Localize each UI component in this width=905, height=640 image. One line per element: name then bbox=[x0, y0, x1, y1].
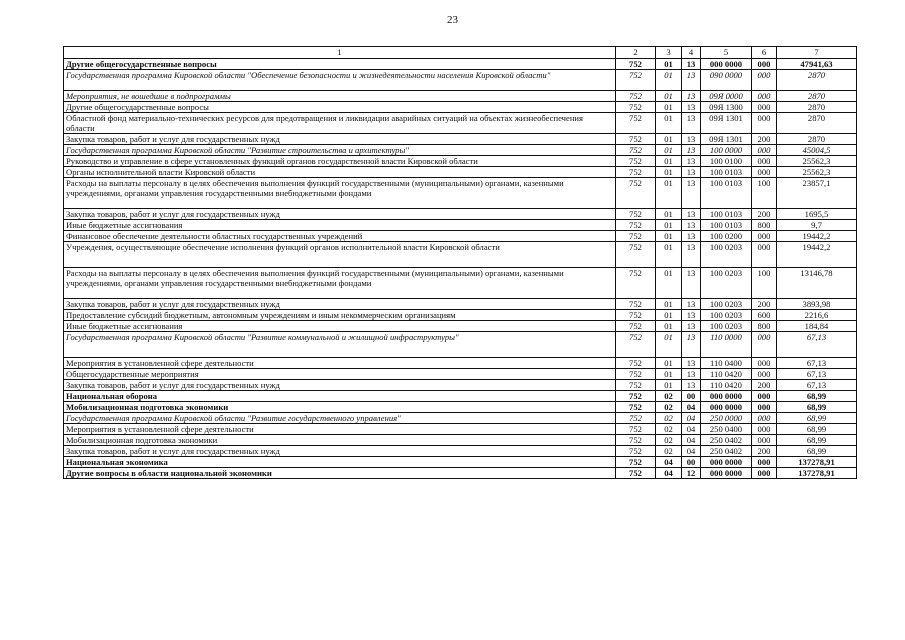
row-name-cell: Закупка товаров, работ и услуг для государственных нужд bbox=[64, 134, 616, 145]
row-code-cell: 02 bbox=[656, 446, 682, 457]
row-code-cell: 09Я 1301 bbox=[701, 113, 752, 134]
row-code-cell: 752 bbox=[616, 167, 656, 178]
row-code-cell: 200 bbox=[752, 380, 777, 391]
row-code-cell: 250 0000 bbox=[701, 413, 752, 424]
row-name-cell: Мобилизационная подготовка экономики bbox=[64, 402, 616, 413]
row-code-cell: 752 bbox=[616, 209, 656, 220]
row-code-cell: 13 bbox=[682, 380, 701, 391]
row-code-cell: 04 bbox=[682, 402, 701, 413]
row-code-cell: 01 bbox=[656, 167, 682, 178]
row-code-cell: 752 bbox=[616, 369, 656, 380]
row-code-cell: 100 0103 bbox=[701, 167, 752, 178]
row-code-cell: 09Я 0000 bbox=[701, 91, 752, 102]
row-code-cell: 13 bbox=[682, 145, 701, 156]
row-name-cell: Государственная программа Кировской области "Развитие государственного управления" bbox=[64, 413, 616, 424]
row-code-cell: 752 bbox=[616, 231, 656, 242]
row-code-cell: 000 bbox=[752, 102, 777, 113]
row-code-cell: 13 bbox=[682, 70, 701, 91]
row-code-cell: 100 0103 bbox=[701, 178, 752, 209]
row-amount-cell: 67,13 bbox=[777, 369, 857, 380]
row-code-cell: 250 0402 bbox=[701, 435, 752, 446]
table-row bbox=[64, 91, 857, 102]
row-code-cell: 04 bbox=[682, 424, 701, 435]
row-amount-cell: 137278,91 bbox=[777, 457, 857, 468]
row-code-cell: 09Я 1300 bbox=[701, 102, 752, 113]
row-code-cell: 000 bbox=[752, 145, 777, 156]
row-name-cell: Общегосударственные мероприятия bbox=[64, 369, 616, 380]
row-code-cell: 752 bbox=[616, 156, 656, 167]
row-code-cell: 01 bbox=[656, 145, 682, 156]
table-row bbox=[64, 380, 857, 391]
row-code-cell: 752 bbox=[616, 435, 656, 446]
row-name-cell: Государственная программа Кировской области "Развитие строительства и архитектуры" bbox=[64, 145, 616, 156]
row-amount-cell: 68,99 bbox=[777, 424, 857, 435]
row-code-cell: 04 bbox=[656, 468, 682, 479]
row-amount-cell: 2870 bbox=[777, 70, 857, 91]
row-amount-cell: 2870 bbox=[777, 102, 857, 113]
row-code-cell: 13 bbox=[682, 59, 701, 70]
row-code-cell: 01 bbox=[656, 156, 682, 167]
row-name-cell: Закупка товаров, работ и услуг для государственных нужд bbox=[64, 299, 616, 310]
row-code-cell: 000 0000 bbox=[701, 402, 752, 413]
row-amount-cell: 13146,78 bbox=[777, 268, 857, 299]
row-code-cell: 01 bbox=[656, 369, 682, 380]
row-code-cell: 13 bbox=[682, 242, 701, 268]
row-code-cell: 02 bbox=[656, 391, 682, 402]
table-row bbox=[64, 358, 857, 369]
row-code-cell: 13 bbox=[682, 178, 701, 209]
row-code-cell: 752 bbox=[616, 358, 656, 369]
table-row bbox=[64, 102, 857, 113]
table-row bbox=[64, 468, 857, 479]
row-amount-cell: 19442,2 bbox=[777, 231, 857, 242]
row-code-cell: 752 bbox=[616, 59, 656, 70]
row-code-cell: 752 bbox=[616, 299, 656, 310]
row-code-cell: 12 bbox=[682, 468, 701, 479]
row-code-cell: 752 bbox=[616, 145, 656, 156]
row-code-cell: 13 bbox=[682, 156, 701, 167]
row-code-cell: 01 bbox=[656, 220, 682, 231]
row-code-cell: 752 bbox=[616, 391, 656, 402]
table-row bbox=[64, 424, 857, 435]
row-code-cell: 800 bbox=[752, 321, 777, 332]
row-name-cell: Закупка товаров, работ и услуг для государственных нужд bbox=[64, 446, 616, 457]
row-code-cell: 04 bbox=[656, 457, 682, 468]
row-code-cell: 752 bbox=[616, 413, 656, 424]
table-row bbox=[64, 402, 857, 413]
row-code-cell: 752 bbox=[616, 468, 656, 479]
row-code-cell: 752 bbox=[616, 134, 656, 145]
row-name-cell: Национальная экономика bbox=[64, 457, 616, 468]
row-code-cell: 000 bbox=[752, 242, 777, 268]
row-code-cell: 752 bbox=[616, 220, 656, 231]
table-row bbox=[64, 242, 857, 268]
table-row bbox=[64, 457, 857, 468]
table-row bbox=[64, 167, 857, 178]
header-cell: 1 bbox=[64, 47, 616, 59]
row-amount-cell: 68,99 bbox=[777, 446, 857, 457]
row-code-cell: 100 0103 bbox=[701, 209, 752, 220]
row-code-cell: 000 bbox=[752, 424, 777, 435]
row-code-cell: 02 bbox=[656, 424, 682, 435]
row-code-cell: 250 0400 bbox=[701, 424, 752, 435]
row-name-cell: Иные бюджетные ассигнования bbox=[64, 321, 616, 332]
row-code-cell: 04 bbox=[682, 446, 701, 457]
row-code-cell: 752 bbox=[616, 332, 656, 358]
table-row bbox=[64, 134, 857, 145]
row-code-cell: 110 0400 bbox=[701, 358, 752, 369]
row-code-cell: 000 0000 bbox=[701, 457, 752, 468]
row-code-cell: 752 bbox=[616, 178, 656, 209]
table-row bbox=[64, 113, 857, 134]
row-code-cell: 01 bbox=[656, 358, 682, 369]
row-code-cell: 200 bbox=[752, 299, 777, 310]
row-amount-cell: 2216,6 bbox=[777, 310, 857, 321]
row-code-cell: 01 bbox=[656, 321, 682, 332]
row-code-cell: 13 bbox=[682, 268, 701, 299]
row-code-cell: 752 bbox=[616, 446, 656, 457]
row-code-cell: 752 bbox=[616, 242, 656, 268]
row-code-cell: 01 bbox=[656, 209, 682, 220]
row-name-cell: Мероприятия, не вошедшие в подпрограммы bbox=[64, 91, 616, 102]
row-code-cell: 01 bbox=[656, 178, 682, 209]
header-cell: 2 bbox=[616, 47, 656, 59]
row-code-cell: 000 bbox=[752, 113, 777, 134]
row-code-cell: 800 bbox=[752, 220, 777, 231]
row-code-cell: 000 0000 bbox=[701, 468, 752, 479]
row-code-cell: 13 bbox=[682, 209, 701, 220]
row-code-cell: 100 0203 bbox=[701, 268, 752, 299]
table-row bbox=[64, 413, 857, 424]
row-code-cell: 13 bbox=[682, 220, 701, 231]
row-amount-cell: 3893,98 bbox=[777, 299, 857, 310]
row-name-cell: Областной фонд материально-технических ресурсов для предотвращения и ликвидации аварийных ситуаций на объектах жизнеобеспечения области bbox=[64, 113, 616, 134]
row-code-cell: 13 bbox=[682, 134, 701, 145]
row-name-cell: Государственная программа Кировской области "Развитие коммунальной и жилищной инфраструктуры" bbox=[64, 332, 616, 358]
row-code-cell: 752 bbox=[616, 424, 656, 435]
row-name-cell: Предоставление субсидий бюджетным, автономным учреждениям и иным некоммерческим организациям bbox=[64, 310, 616, 321]
row-name-cell: Руководство и управление в сфере установленных функций органов государственной власти Кировской области bbox=[64, 156, 616, 167]
budget-table bbox=[63, 46, 857, 479]
row-code-cell: 000 bbox=[752, 358, 777, 369]
row-amount-cell: 47941,63 bbox=[777, 59, 857, 70]
row-name-cell: Учреждения, осуществляющие обеспечение исполнения функций органов исполнительной власти Кировской области bbox=[64, 242, 616, 268]
header-row bbox=[64, 47, 857, 59]
table-row bbox=[64, 369, 857, 380]
row-amount-cell: 67,13 bbox=[777, 358, 857, 369]
table-row bbox=[64, 145, 857, 156]
row-code-cell: 13 bbox=[682, 231, 701, 242]
row-code-cell: 000 bbox=[752, 413, 777, 424]
row-name-cell: Расходы на выплаты персоналу в целях обеспечения выполнения функций государственными (муниципальными) органами, казенными учреждениями, органами управления государственными внебюджетными фондами bbox=[64, 268, 616, 299]
row-code-cell: 000 bbox=[752, 369, 777, 380]
row-code-cell: 250 0402 bbox=[701, 446, 752, 457]
row-code-cell: 01 bbox=[656, 134, 682, 145]
row-code-cell: 100 0000 bbox=[701, 145, 752, 156]
row-code-cell: 000 bbox=[752, 167, 777, 178]
row-code-cell: 02 bbox=[656, 402, 682, 413]
row-code-cell: 01 bbox=[656, 231, 682, 242]
table-row bbox=[64, 268, 857, 299]
row-code-cell: 752 bbox=[616, 380, 656, 391]
row-code-cell: 100 0100 bbox=[701, 156, 752, 167]
table-row bbox=[64, 178, 857, 209]
row-code-cell: 13 bbox=[682, 299, 701, 310]
row-code-cell: 100 0203 bbox=[701, 321, 752, 332]
row-amount-cell: 25562,3 bbox=[777, 156, 857, 167]
row-code-cell: 000 bbox=[752, 435, 777, 446]
row-code-cell: 13 bbox=[682, 321, 701, 332]
row-code-cell: 01 bbox=[656, 102, 682, 113]
table-row bbox=[64, 209, 857, 220]
row-code-cell: 752 bbox=[616, 70, 656, 91]
row-code-cell: 01 bbox=[656, 299, 682, 310]
row-code-cell: 13 bbox=[682, 113, 701, 134]
row-code-cell: 13 bbox=[682, 102, 701, 113]
row-code-cell: 01 bbox=[656, 59, 682, 70]
table-row bbox=[64, 321, 857, 332]
row-name-cell: Закупка товаров, работ и услуг для государственных нужд bbox=[64, 209, 616, 220]
row-amount-cell: 45004,5 bbox=[777, 145, 857, 156]
row-amount-cell: 25562,3 bbox=[777, 167, 857, 178]
row-amount-cell: 1695,5 bbox=[777, 209, 857, 220]
row-code-cell: 200 bbox=[752, 134, 777, 145]
row-code-cell: 100 0203 bbox=[701, 242, 752, 268]
row-code-cell: 000 0000 bbox=[701, 59, 752, 70]
header-cell: 6 bbox=[752, 47, 777, 59]
row-code-cell: 090 0000 bbox=[701, 70, 752, 91]
row-code-cell: 01 bbox=[656, 380, 682, 391]
row-amount-cell: 23857,1 bbox=[777, 178, 857, 209]
row-amount-cell: 67,13 bbox=[777, 380, 857, 391]
row-amount-cell: 2870 bbox=[777, 134, 857, 145]
page-number: 23 bbox=[447, 14, 458, 26]
table-row bbox=[64, 446, 857, 457]
row-code-cell: 000 bbox=[752, 457, 777, 468]
row-code-cell: 01 bbox=[656, 332, 682, 358]
row-name-cell: Мероприятия в установленной сфере деятельности bbox=[64, 424, 616, 435]
row-code-cell: 752 bbox=[616, 268, 656, 299]
row-code-cell: 13 bbox=[682, 91, 701, 102]
row-code-cell: 100 bbox=[752, 268, 777, 299]
row-name-cell: Другие общегосударственные вопросы bbox=[64, 102, 616, 113]
row-code-cell: 100 0203 bbox=[701, 310, 752, 321]
row-code-cell: 000 bbox=[752, 332, 777, 358]
header-cell: 3 bbox=[656, 47, 682, 59]
row-code-cell: 000 bbox=[752, 156, 777, 167]
row-code-cell: 752 bbox=[616, 402, 656, 413]
row-code-cell: 110 0000 bbox=[701, 332, 752, 358]
row-name-cell: Закупка товаров, работ и услуг для государственных нужд bbox=[64, 380, 616, 391]
table-row bbox=[64, 310, 857, 321]
row-name-cell: Государственная программа Кировской области "Обеспечение безопасности и жизнедеятельности населения Кировской области" bbox=[64, 70, 616, 91]
row-name-cell: Расходы на выплаты персоналу в целях обеспечения выполнения функций государственными (муниципальными) органами, казенными учреждениями, органами управления государственными внебюджетными фондами bbox=[64, 178, 616, 209]
row-amount-cell: 9,7 bbox=[777, 220, 857, 231]
header-cell: 4 bbox=[682, 47, 701, 59]
table-row bbox=[64, 70, 857, 91]
row-code-cell: 752 bbox=[616, 91, 656, 102]
row-name-cell: Мобилизационная подготовка экономики bbox=[64, 435, 616, 446]
row-code-cell: 02 bbox=[656, 413, 682, 424]
row-code-cell: 000 bbox=[752, 59, 777, 70]
row-code-cell: 00 bbox=[682, 391, 701, 402]
row-code-cell: 000 bbox=[752, 391, 777, 402]
table-row bbox=[64, 391, 857, 402]
row-name-cell: Другие вопросы в области национальной экономики bbox=[64, 468, 616, 479]
row-amount-cell: 19442,2 bbox=[777, 242, 857, 268]
table-row bbox=[64, 156, 857, 167]
table-row bbox=[64, 299, 857, 310]
row-code-cell: 13 bbox=[682, 358, 701, 369]
row-code-cell: 752 bbox=[616, 102, 656, 113]
row-code-cell: 01 bbox=[656, 70, 682, 91]
row-code-cell: 110 0420 bbox=[701, 369, 752, 380]
table-row bbox=[64, 220, 857, 231]
row-code-cell: 09Я 1301 bbox=[701, 134, 752, 145]
row-code-cell: 752 bbox=[616, 321, 656, 332]
row-code-cell: 100 0203 bbox=[701, 299, 752, 310]
row-code-cell: 752 bbox=[616, 457, 656, 468]
header-cell: 5 bbox=[701, 47, 752, 59]
row-name-cell: Другие общегосударственные вопросы bbox=[64, 59, 616, 70]
row-amount-cell: 68,99 bbox=[777, 402, 857, 413]
row-code-cell: 000 bbox=[752, 468, 777, 479]
row-code-cell: 00 bbox=[682, 457, 701, 468]
row-code-cell: 01 bbox=[656, 310, 682, 321]
row-code-cell: 110 0420 bbox=[701, 380, 752, 391]
table-row bbox=[64, 332, 857, 358]
row-code-cell: 752 bbox=[616, 310, 656, 321]
row-code-cell: 000 bbox=[752, 231, 777, 242]
row-code-cell: 000 bbox=[752, 402, 777, 413]
row-name-cell: Органы исполнительной власти Кировской области bbox=[64, 167, 616, 178]
table-row bbox=[64, 231, 857, 242]
row-code-cell: 100 bbox=[752, 178, 777, 209]
row-amount-cell: 184,84 bbox=[777, 321, 857, 332]
row-amount-cell: 2870 bbox=[777, 91, 857, 102]
row-name-cell: Финансовое обеспечение деятельности областных государственных учреждений bbox=[64, 231, 616, 242]
row-name-cell: Иные бюджетные ассигнования bbox=[64, 220, 616, 231]
row-code-cell: 04 bbox=[682, 413, 701, 424]
row-name-cell: Национальная оборона bbox=[64, 391, 616, 402]
row-code-cell: 600 bbox=[752, 310, 777, 321]
header-cell: 7 bbox=[777, 47, 857, 59]
row-code-cell: 752 bbox=[616, 113, 656, 134]
row-code-cell: 04 bbox=[682, 435, 701, 446]
row-amount-cell: 2870 bbox=[777, 113, 857, 134]
row-code-cell: 13 bbox=[682, 369, 701, 380]
row-name-cell: Мероприятия в установленной сфере деятельности bbox=[64, 358, 616, 369]
row-code-cell: 000 bbox=[752, 91, 777, 102]
row-code-cell: 000 bbox=[752, 70, 777, 91]
row-code-cell: 13 bbox=[682, 310, 701, 321]
row-amount-cell: 68,99 bbox=[777, 413, 857, 424]
row-code-cell: 02 bbox=[656, 435, 682, 446]
row-code-cell: 01 bbox=[656, 268, 682, 299]
row-code-cell: 13 bbox=[682, 332, 701, 358]
row-amount-cell: 68,99 bbox=[777, 435, 857, 446]
row-amount-cell: 68,99 bbox=[777, 391, 857, 402]
row-code-cell: 01 bbox=[656, 113, 682, 134]
row-code-cell: 100 0200 bbox=[701, 231, 752, 242]
row-code-cell: 01 bbox=[656, 242, 682, 268]
row-amount-cell: 67,13 bbox=[777, 332, 857, 358]
table-row bbox=[64, 59, 857, 70]
row-code-cell: 000 0000 bbox=[701, 391, 752, 402]
row-code-cell: 100 0103 bbox=[701, 220, 752, 231]
row-code-cell: 01 bbox=[656, 91, 682, 102]
table-row bbox=[64, 435, 857, 446]
row-code-cell: 13 bbox=[682, 167, 701, 178]
row-code-cell: 200 bbox=[752, 209, 777, 220]
row-amount-cell: 137278,91 bbox=[777, 468, 857, 479]
row-code-cell: 200 bbox=[752, 446, 777, 457]
